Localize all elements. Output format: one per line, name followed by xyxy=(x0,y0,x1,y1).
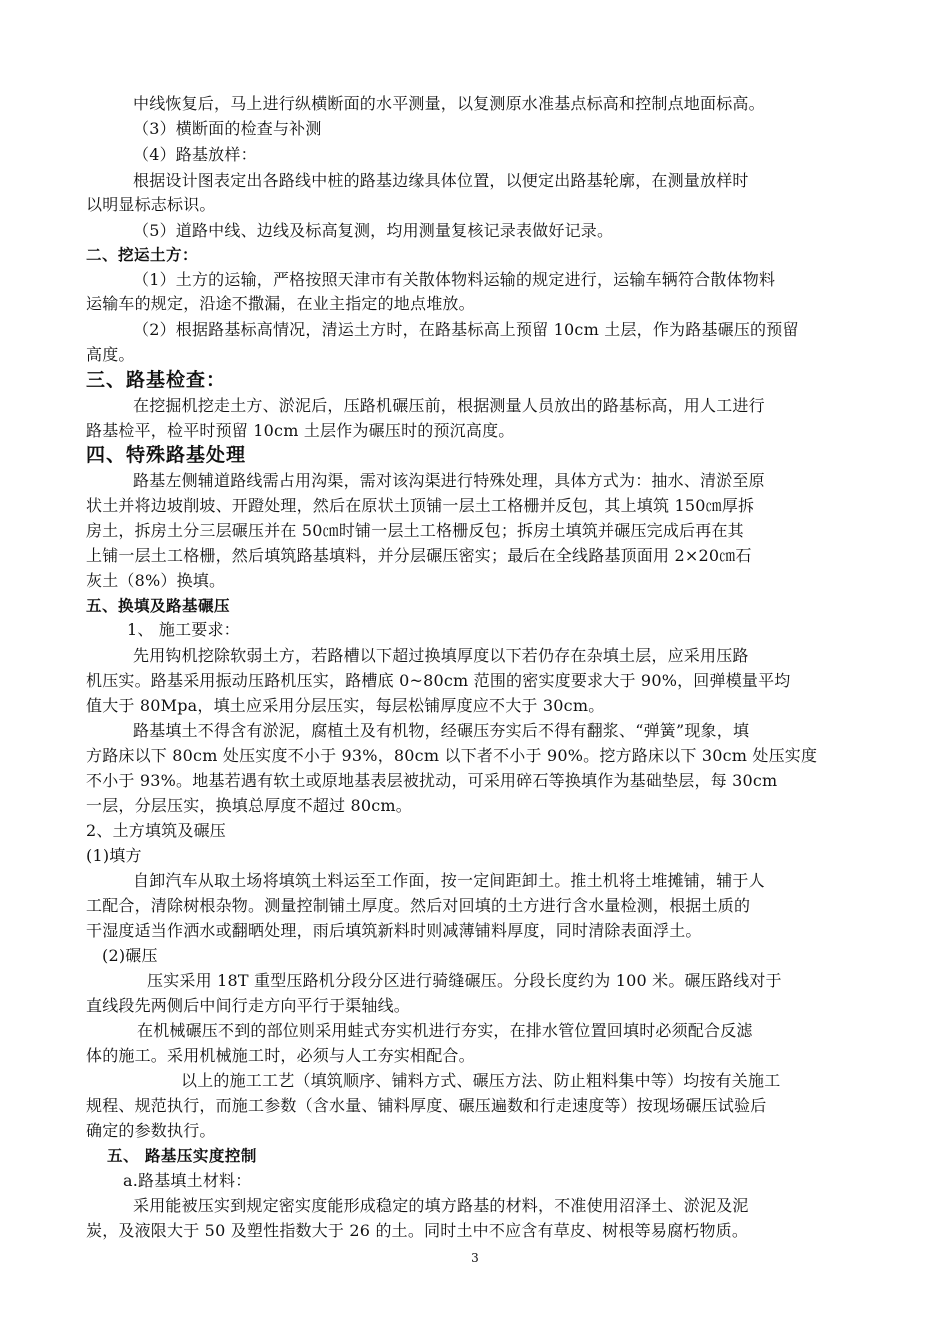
text-line: 直线段先两侧后中间行走方向平行于渠轴线。 xyxy=(86,996,411,1015)
page-number: 3 xyxy=(471,1251,479,1265)
text-line: 路基填土不得含有淤泥，腐植土及有机物，经碾压夯实后不得有翻浆、“弹簧”现象，填 xyxy=(133,721,750,740)
text-line: 高度。 xyxy=(86,345,135,364)
section-heading: 五、 路基压实度控制 xyxy=(107,1147,257,1165)
text-line: 路基检平，检平时预留 10cm 土层作为碾压时的预沉高度。 xyxy=(86,421,515,440)
text-line: （3）横断面的检查与补测 xyxy=(133,119,322,138)
text-line: 灰土（8%）换填。 xyxy=(86,571,226,590)
text-line: （5）道路中线、边线及标高复测，均用测量复核记录表做好记录。 xyxy=(133,221,614,240)
text-line: 中线恢复后，马上进行纵横断面的水平测量，以复测原水准基点标高和控制点地面标高。 xyxy=(133,94,765,113)
text-line: （2）根据路基标高情况，清运土方时，在路基标高上预留 10cm 土层，作为路基碾压的预留 xyxy=(133,320,799,339)
text-line: （4）路基放样： xyxy=(133,145,257,164)
text-line: 确定的参数执行。 xyxy=(86,1121,216,1140)
text-line: 以明显标志标识。 xyxy=(86,195,216,214)
text-line: 机压实。路基采用振动压路机压实，路槽底 0~80cm 范围的密实度要求大于 90%，回弹模量平均 xyxy=(86,671,791,690)
section-heading: 三、路基检查： xyxy=(86,369,227,391)
text-line: (2)碾压 xyxy=(102,946,158,965)
text-line: 根据设计图表定出各路线中桩的路基边缘具体位置，以便定出路基轮廓，在测量放样时 xyxy=(133,171,749,190)
section-heading: 五、换填及路基碾压 xyxy=(86,597,231,615)
text-line: 工配合，清除树根杂物。测量控制铺土厚度。然后对回填的土方进行含水量检测，根据土质的 xyxy=(86,896,751,915)
text-line: a.路基填土材料： xyxy=(123,1171,252,1190)
text-line: 在挖掘机挖走土方、淤泥后，压路机碾压前，根据测量人员放出的路基标高，用人工进行 xyxy=(133,396,765,415)
text-line: 路基左侧辅道路线需占用沟渠，需对该沟渠进行特殊处理，具体方式为：抽水、清淤至原 xyxy=(133,471,765,490)
text-line: （1）土方的运输，严格按照天津市有关散体物料运输的规定进行，运输车辆符合散体物料 xyxy=(133,270,776,289)
text-line: 一层，分层压实，换填总厚度不超过 80cm。 xyxy=(86,796,412,815)
text-line: 采用能被压实到规定密实度能形成稳定的填方路基的材料，不准使用沼泽土、淤泥及泥 xyxy=(133,1196,749,1215)
section-heading: 四、特殊路基处理 xyxy=(86,444,247,466)
text-line: 先用钩机挖除软弱土方，若路槽以下超过换填厚度以下若仍存在杂填土层，应采用压路 xyxy=(133,646,749,665)
text-line: 上铺一层土工格栅，然后填筑路基填料，并分层碾压密实；最后在全线路基顶面用 2×20㎝石 xyxy=(86,546,752,565)
text-line: 值大于 80Mpa，填土应采用分层压实，每层松铺厚度应不大于 30cm。 xyxy=(86,696,605,715)
text-line: (1)填方 xyxy=(86,846,142,865)
text-line: 不小于 93%。地基若遇有软土或原地基表层被扰动，可采用碎石等换填作为基础垫层，每 30cm xyxy=(86,771,778,790)
text-line: 房土，拆房土分三层碾压并在 50㎝时铺一层土工格栅反包；拆房土填筑并碾压完成后再在其 xyxy=(86,521,744,540)
text-line: 炭，及液限大于 50 及塑性指数大于 26 的土。同时土中不应含有草皮、树根等易腐朽物质。 xyxy=(86,1221,749,1240)
text-line: 2、土方填筑及碾压 xyxy=(86,821,226,840)
text-line: 1、 施工要求： xyxy=(127,620,240,639)
text-line: 以上的施工工艺（填筑顺序、铺料方式、碾压方法、防止粗料集中等）均按有关施工 xyxy=(181,1071,781,1090)
text-line: 在机械碾压不到的部位则采用蛙式夯实机进行夯实，在排水管位置回填时必须配合反滤 xyxy=(137,1021,753,1040)
text-line: 规程、规范执行，而施工参数（含水量、铺料厚度、碾压遍数和行走速度等）按现场碾压试验后 xyxy=(86,1096,767,1115)
text-line: 状土并将边坡削坡、开蹬处理，然后在原状土顶铺一层土工格栅并反包，其上填筑 150㎝厚拆 xyxy=(86,496,755,515)
text-line: 自卸汽车从取土场将填筑土料运至工作面，按一定间距卸土。推土机将土堆摊铺，辅于人 xyxy=(133,871,765,890)
text-line: 方路床以下 80cm 处压实度不小于 93%，80cm 以下者不小于 90%。挖方路床以下 30cm 处压实度 xyxy=(86,746,818,765)
text-line: 体的施工。采用机械施工时，必须与人工夯实相配合。 xyxy=(86,1046,475,1065)
text-line: 运输车的规定，沿途不撒漏，在业主指定的地点堆放。 xyxy=(86,294,475,313)
section-heading: 二、挖运土方： xyxy=(86,246,199,264)
text-line: 压实采用 18T 重型压路机分段分区进行骑缝碾压。分段长度约为 100 米。碾压路线对于 xyxy=(147,971,782,990)
text-line: 干湿度适当作洒水或翻晒处理，雨后填筑新料时则减薄铺料厚度，同时清除表面浮土。 xyxy=(86,921,702,940)
